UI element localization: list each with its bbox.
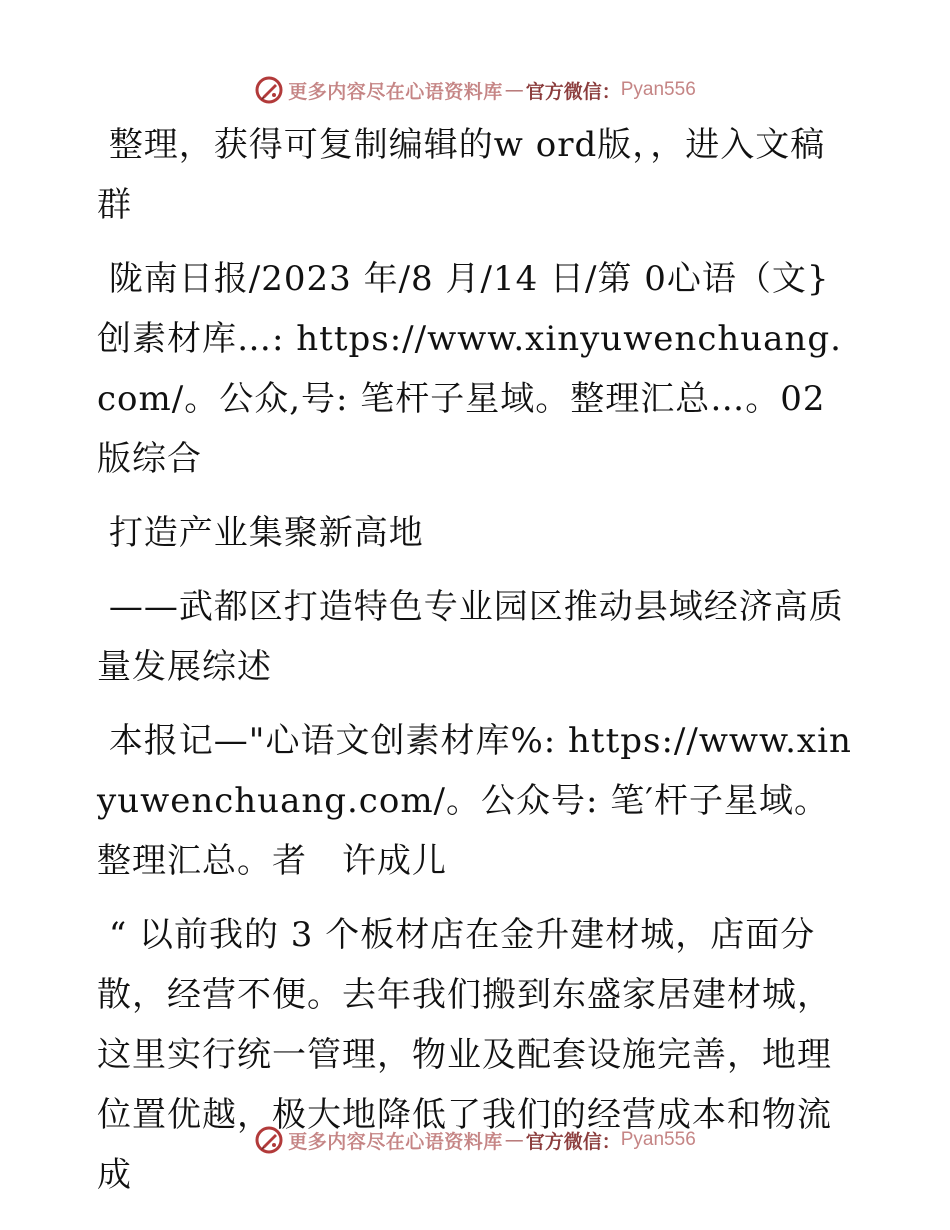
- article-subtitle: ——武都区打造特色专业园区推动县域经济高质量发展综述: [97, 587, 844, 687]
- paragraph-quote: “ 以前我的 3 个板材店在金升建材城，店面分散，经营不便。去年我们搬到东盛家居建材城，这里实行统一管理，物业及配套设施完善，地理位置优越，极大地降低了我们的经营成本和物流成: [97, 915, 832, 1195]
- article-body: [97, 115, 857, 1205]
- footer-separator: —: [504, 1129, 524, 1151]
- footer-banner: [0, 1120, 950, 1160]
- article-title: 打造产业集聚新高地: [97, 513, 424, 553]
- header-separator: —: [504, 79, 524, 101]
- header-banner-text: 更多内容尽在心语资料库: [288, 80, 503, 103]
- header-wechat-id: Pyan556: [620, 79, 696, 100]
- header-banner: [0, 70, 950, 110]
- logo-icon: [254, 1125, 284, 1155]
- paragraph-source: 陇南日报/2023 年/8 月/14 日/第 0心语（文}创素材库…: https://www.xinyuwenchuang.com/。公众,号: 笔杆子星域。整理汇总…。02 版综合: [97, 259, 842, 479]
- logo-icon: [254, 75, 284, 105]
- paragraph-intro: 整理，获得可复制编辑的w ord版，，进入文稿群: [97, 125, 826, 225]
- footer-banner-text: 更多内容尽在心语资料库: [288, 1130, 503, 1153]
- paragraph-byline: 本报记—"心语文创素材库%: https://www.xinyuwenchuang.com/。公众号: 笔′杆子星域。整理汇总。者 许成儿: [97, 721, 852, 881]
- footer-wechat-id: Pyan556: [620, 1129, 696, 1150]
- header-official-label: 官方微信：: [525, 80, 621, 103]
- footer-official-label: 官方微信：: [525, 1130, 621, 1153]
